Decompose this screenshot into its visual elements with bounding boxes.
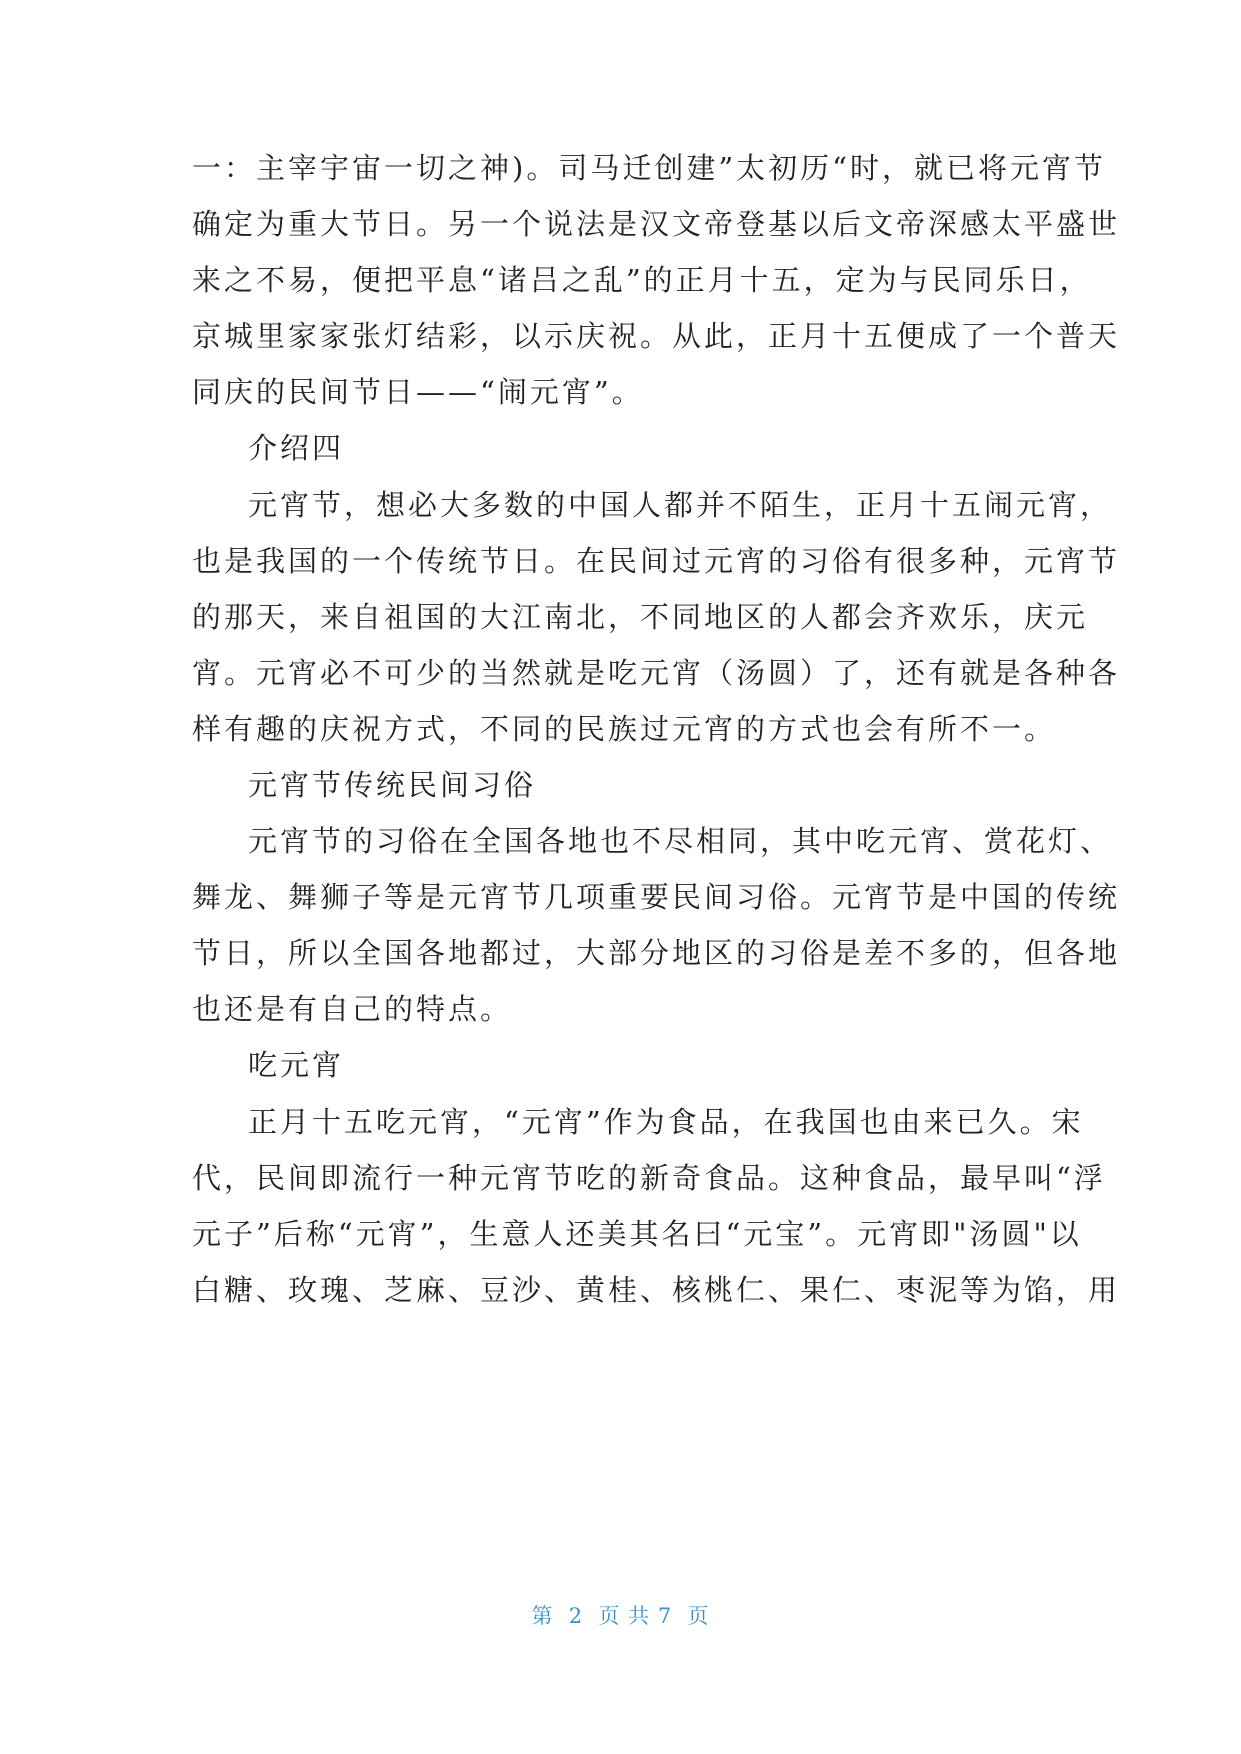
text-line: 元子”后称“元宵”，生意人还美其名曰“元宝”。元宵即"汤圆"以 [192, 1217, 1082, 1251]
text-line: 宵。元宵必不可少的当然就是吃元宵（汤圆）了，还有就是各种各 [192, 656, 1121, 690]
text-line: 正月十五吃元宵，“元宵”作为食品，在我国也由来已久。宋 [248, 1105, 1084, 1139]
text-line: 同庆的民间节日——“闹元宵”。 [192, 375, 644, 409]
section-heading: 介绍四 [248, 431, 345, 465]
text-line: 元宵节的习俗在全国各地也不尽相同，其中吃元宵、赏花灯、 [248, 824, 1113, 858]
section-heading: 吃元宵 [248, 1048, 345, 1082]
text-line: 舞龙、舞狮子等是元宵节几项重要民间习俗。元宵节是中国的传统 [192, 880, 1121, 914]
text-line: 也还是有自己的特点。 [192, 992, 513, 1026]
section-heading: 元宵节传统民间习俗 [248, 768, 537, 802]
text-line: 京城里家家张灯结彩，以示庆祝。从此，正月十五便成了一个普天 [192, 319, 1121, 353]
text-line: 确定为重大节日。另一个说法是汉文帝登基以后文帝深感太平盛世 [192, 207, 1121, 241]
text-line: 的那天，来自祖国的大江南北，不同地区的人都会齐欢乐，庆元 [192, 600, 1089, 634]
text-line: 代，民间即流行一种元宵节吃的新奇食品。这种食品，最早叫“浮 [192, 1161, 1106, 1195]
text-line: 样有趣的庆祝方式，不同的民族过元宵的方式也会有所不一。 [192, 712, 1057, 746]
text-line: 也是我国的一个传统节日。在民间过元宵的习俗有很多种，元宵节 [192, 544, 1121, 578]
text-line: 一：主宰宇宙一切之神)。司马迁创建”太初历“时，就已将元宵节 [192, 151, 1106, 185]
text-line: 来之不易，便把平息“诸吕之乱”的正月十五，定为与民同乐日， [192, 263, 1092, 297]
page-number-footer: 第 2 页 共 7 页 [531, 1604, 710, 1628]
text-line: 元宵节，想必大多数的中国人都并不陌生，正月十五闹元宵， [248, 488, 1113, 522]
text-line: 白糖、玫瑰、芝麻、豆沙、黄桂、核桃仁、果仁、枣泥等为馅，用 [192, 1273, 1121, 1307]
text-line: 节日，所以全国各地都过，大部分地区的习俗是差不多的，但各地 [192, 936, 1121, 970]
